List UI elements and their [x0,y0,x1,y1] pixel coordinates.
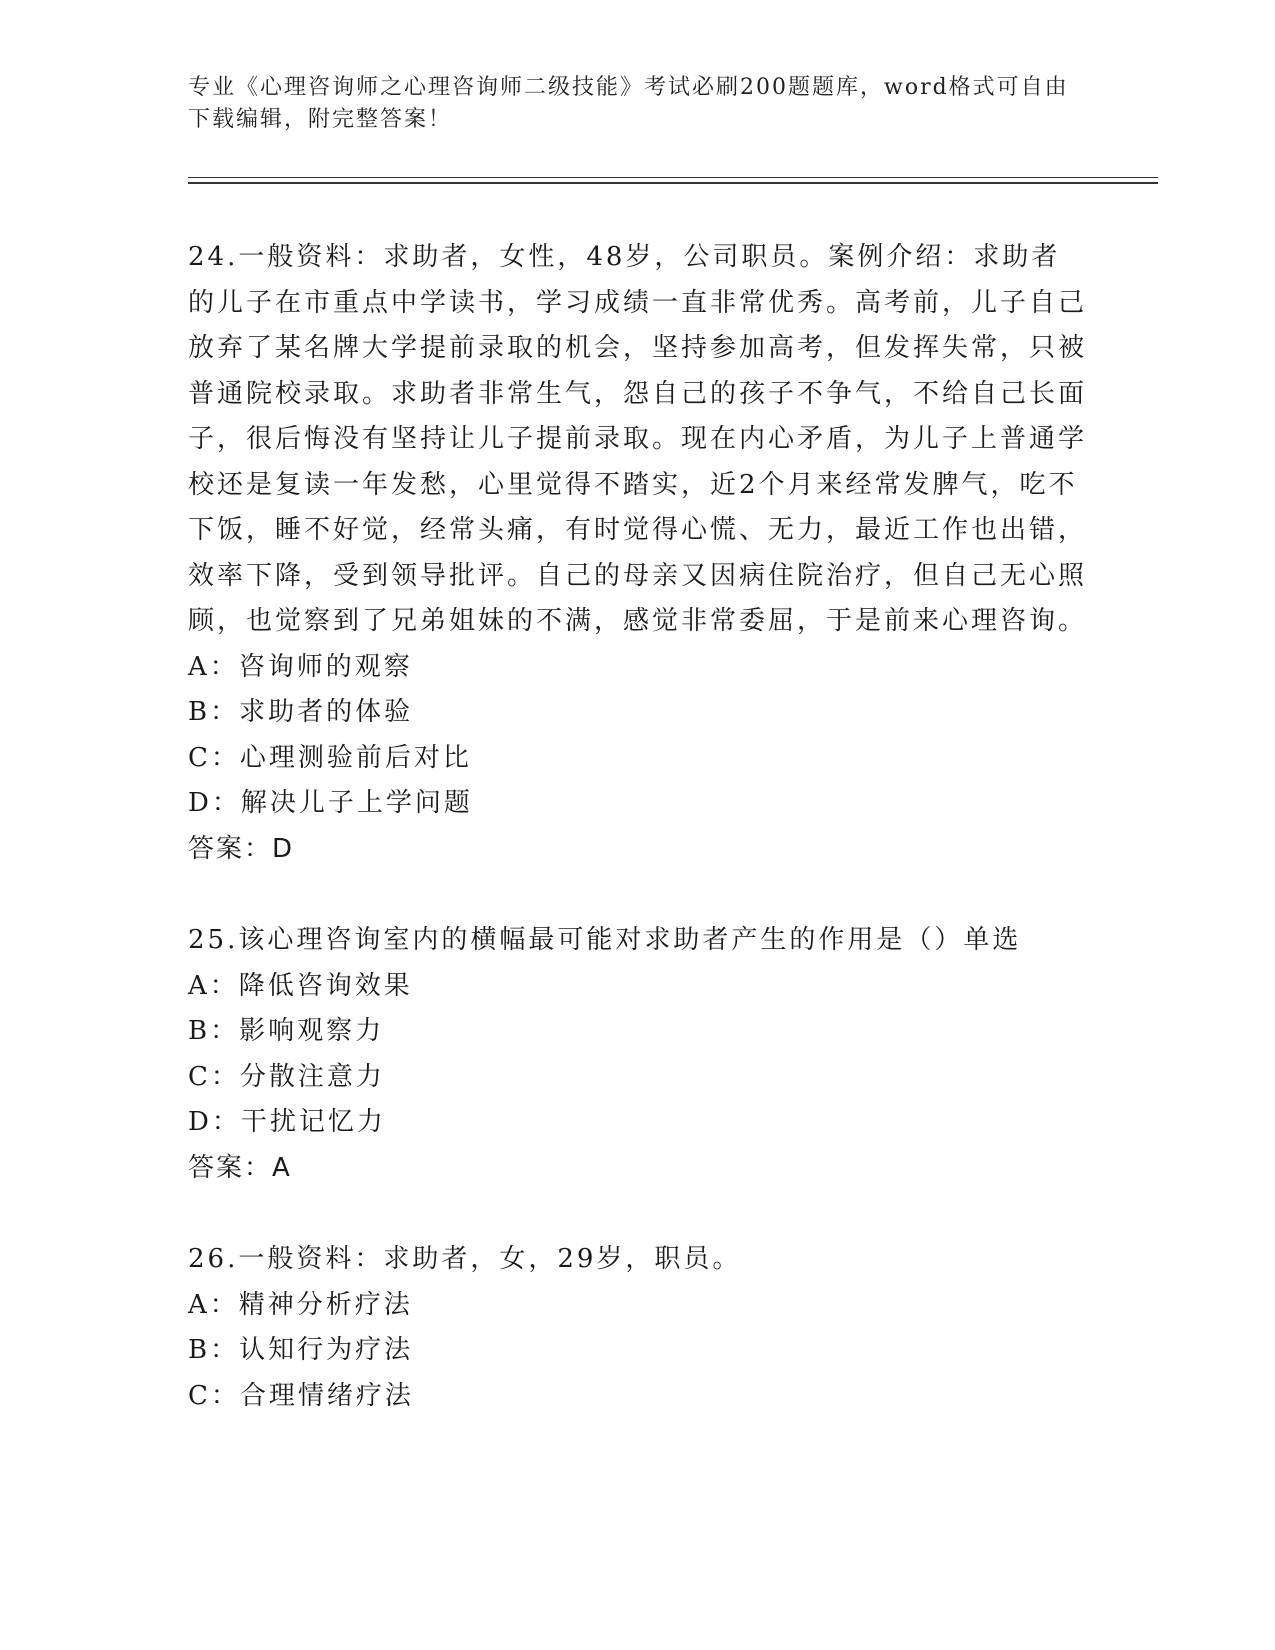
question-24 [188,235,1088,872]
option-b: B：认知行为疗法 [188,1335,414,1365]
header-divider-thin [188,177,1158,178]
option-b: B：求助者的体验 [188,697,414,727]
answer: 答案：A [188,1152,292,1183]
option-b: B：影响观察力 [188,1016,385,1046]
option-c: C：合理情绪疗法 [188,1380,414,1411]
header-divider-thick [188,182,1158,184]
option-a: A：降低咨询效果 [188,970,413,1001]
header-text: 专业《心理咨询师之心理咨询师二级技能》考试必刷200题题库，word格式可自由下载编辑，附完整答案！ [188,75,1069,132]
question-26 [188,1237,1088,1419]
option-c: C：心理测验前后对比 [188,742,472,773]
option-a: A：咨询师的观察 [188,651,413,682]
option-a: A：精神分析疗法 [188,1289,413,1320]
option-d: D：解决儿子上学问题 [188,788,473,818]
question-stem: 25.该心理咨询室内的横幅最可能对求助者产生的作用是（）单选 [188,925,1022,955]
question-stem: 24.一般资料：求助者，女性，48岁，公司职员。案例介绍：求助者的儿子在市重点中学读书，学习成绩一直非常优秀。高考前，儿子自己放弃了某名牌大学提前录取的机会，坚持参加高考，但发挥失常，只被普通院校录取。求助者非常生气，怨自己的孩子不争气，不给自己长面子，很后悔没有坚持让儿子提前录取。现在内心矛盾，为儿子上普通学校还是复读一年发愁，心里觉得不踏实，近2个月来经常发脾气，吃不下饭，睡不好觉，经常头痛，有时觉得心慌、无力，最近工作也出错，效率下降，受到领导批评。自己的母亲又因病住院治疗，但自己无心照顾，也觉察到了兄弟姐妹的不满，感觉非常委屈，于是前来心理咨询。 [188,242,1088,636]
question-25 [188,918,1088,1191]
question-stem: 26.一般资料：求助者，女，29岁，职员。 [188,1244,742,1274]
answer: 答案：D [188,833,295,864]
question-list [188,235,1088,1465]
option-d: D：干扰记忆力 [188,1107,386,1137]
option-c: C：分散注意力 [188,1061,385,1092]
document-header [188,72,1088,136]
